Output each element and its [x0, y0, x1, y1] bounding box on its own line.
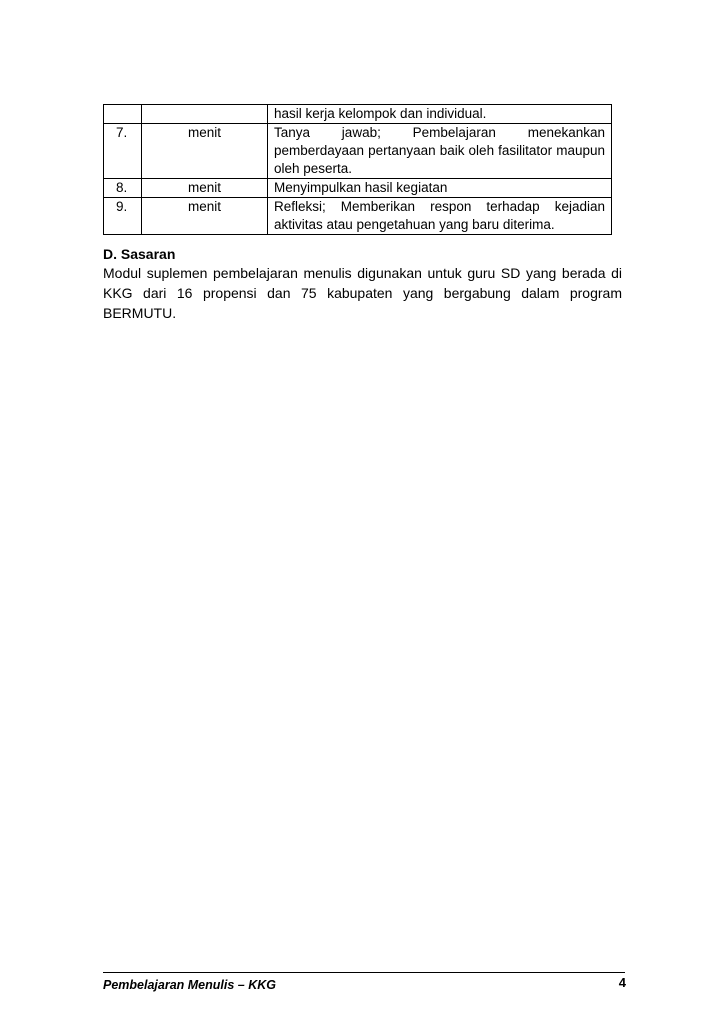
- row-duration-cell: menit: [142, 179, 268, 198]
- row-activity-cell: Refleksi; Memberikan respon terhadap kejadian aktivitas atau pengetahuan yang baru diterima.: [268, 198, 612, 235]
- table-row: [104, 105, 612, 124]
- table-row: [104, 198, 612, 235]
- row-duration-cell: menit: [142, 124, 268, 179]
- footer-divider: [103, 972, 625, 973]
- page-number: 4: [618, 975, 626, 990]
- section-heading: D. Sasaran: [103, 246, 176, 262]
- footer-title: Pembelajaran Menulis – KKG: [103, 978, 276, 992]
- table-row: [104, 179, 612, 198]
- row-number-cell: 9.: [104, 198, 142, 235]
- row-activity-cell: hasil kerja kelompok dan individual.: [268, 105, 612, 124]
- row-activity-cell: Menyimpulkan hasil kegiatan: [268, 179, 612, 198]
- activity-schedule-table: [103, 104, 612, 235]
- row-duration-cell: [142, 105, 268, 124]
- section-body-paragraph: Modul suplemen pembelajaran menulis digunakan untuk guru SD yang berada di KKG dari 16 propensi dan 75 kabupaten yang bergabung dalam program BERMUTU.: [103, 265, 622, 321]
- row-number-cell: 7.: [104, 124, 142, 179]
- row-activity-cell: Tanya jawab; Pembelajaran menekankan pemberdayaan pertanyaan baik oleh fasilitator maupun oleh peserta.: [268, 124, 612, 179]
- row-number-cell: [104, 105, 142, 124]
- row-duration-cell: menit: [142, 198, 268, 235]
- row-number-cell: 8.: [104, 179, 142, 198]
- table-row: [104, 124, 612, 179]
